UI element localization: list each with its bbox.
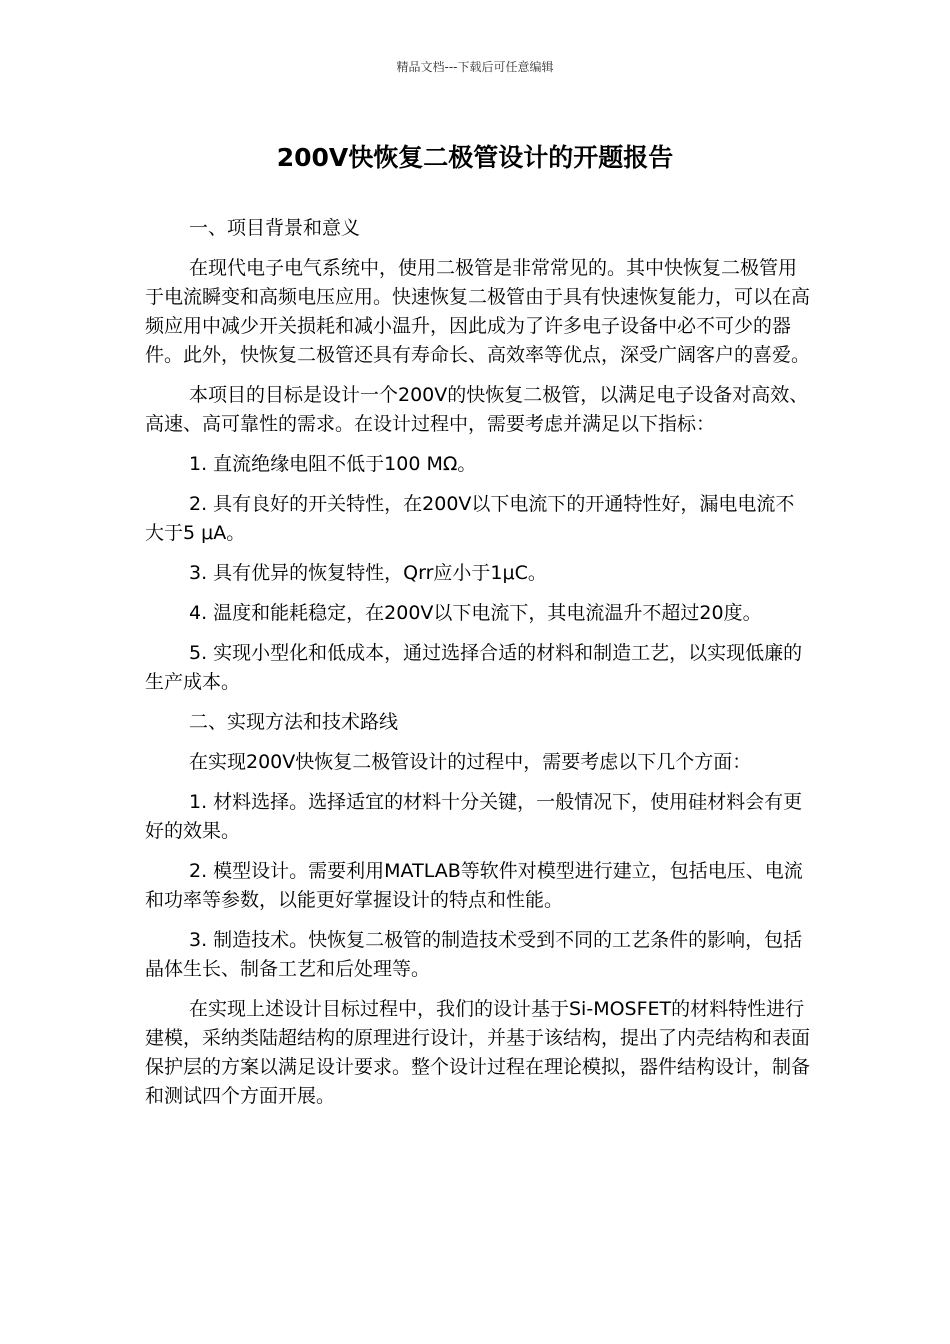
section-heading-background: 一、项目背景和意义 — [189, 217, 361, 239]
section-heading-method: 二、实现方法和技术路线 — [189, 711, 399, 733]
paragraph-method-intro: 在实现200V快恢复二极管设计的过程中，需要考虑以下几个方面： — [189, 751, 752, 773]
paragraph-background: 在现代电子电气系统中，使用二极管是非常常见的。其中快恢复二极管用于电流瞬变和高频电压应用。快速恢复二极管由于具有快速恢复能力，可以在高频应用中减少开关损耗和减小温升，因此成为了许多电子设备中必不可少的器件。此外，快恢复二极管还具有寿命长、高效率等优点，深受广阔客户的喜爱。 — [145, 257, 811, 366]
page-header: 精品文档---下载后可任意编辑 — [396, 60, 554, 74]
paragraph-goal: 本项目的目标是设计一个200V的快恢复二极管，以满足电子设备对高效、高速、高可靠性的需求。在设计过程中，需要考虑并满足以下指标： — [145, 384, 809, 435]
document-body — [145, 214, 810, 1122]
method-item-2: 2. 模型设计。需要利用MATLAB等软件对模型进行建立，包括电压、电流和功率等参数，以能更好掌握设计的特点和性能。 — [145, 860, 803, 911]
spec-item-4: 4. 温度和能耗稳定，在200V以下电流下，其电流温升不超过20度。 — [189, 602, 762, 624]
document-title: 200V快恢复二极管设计的开题报告 — [276, 143, 674, 172]
method-item-1: 1. 材料选择。选择适宜的材料十分关键，一般情况下，使用硅材料会有更好的效果。 — [145, 791, 803, 842]
spec-item-1: 1. 直流绝缘电阻不低于100 MΩ。 — [189, 453, 477, 475]
spec-item-3: 3. 具有优异的恢复特性，Qrr应小于1μC。 — [189, 562, 547, 584]
paragraph-design-summary: 在实现上述设计目标过程中，我们的设计基于Si-MOSFET的材料特性进行建模，采纳类陆超结构的原理进行设计，并基于该结构，提出了内壳结构和表面保护层的方案以满足设计要求。整个设计过程在理论模拟，器件结构设计，制备和测试四个方面开展。 — [145, 998, 811, 1107]
spec-item-5: 5. 实现小型化和低成本，通过选择合适的材料和制造工艺，以实现低廉的生产成本。 — [145, 642, 803, 693]
spec-item-2: 2. 具有良好的开关特性，在200V以下电流下的开通特性好，漏电电流不大于5 μA。 — [145, 493, 795, 544]
method-item-3: 3. 制造技术。快恢复二极管的制造技术受到不同的工艺条件的影响，包括晶体生长、制备工艺和后处理等。 — [145, 929, 803, 980]
